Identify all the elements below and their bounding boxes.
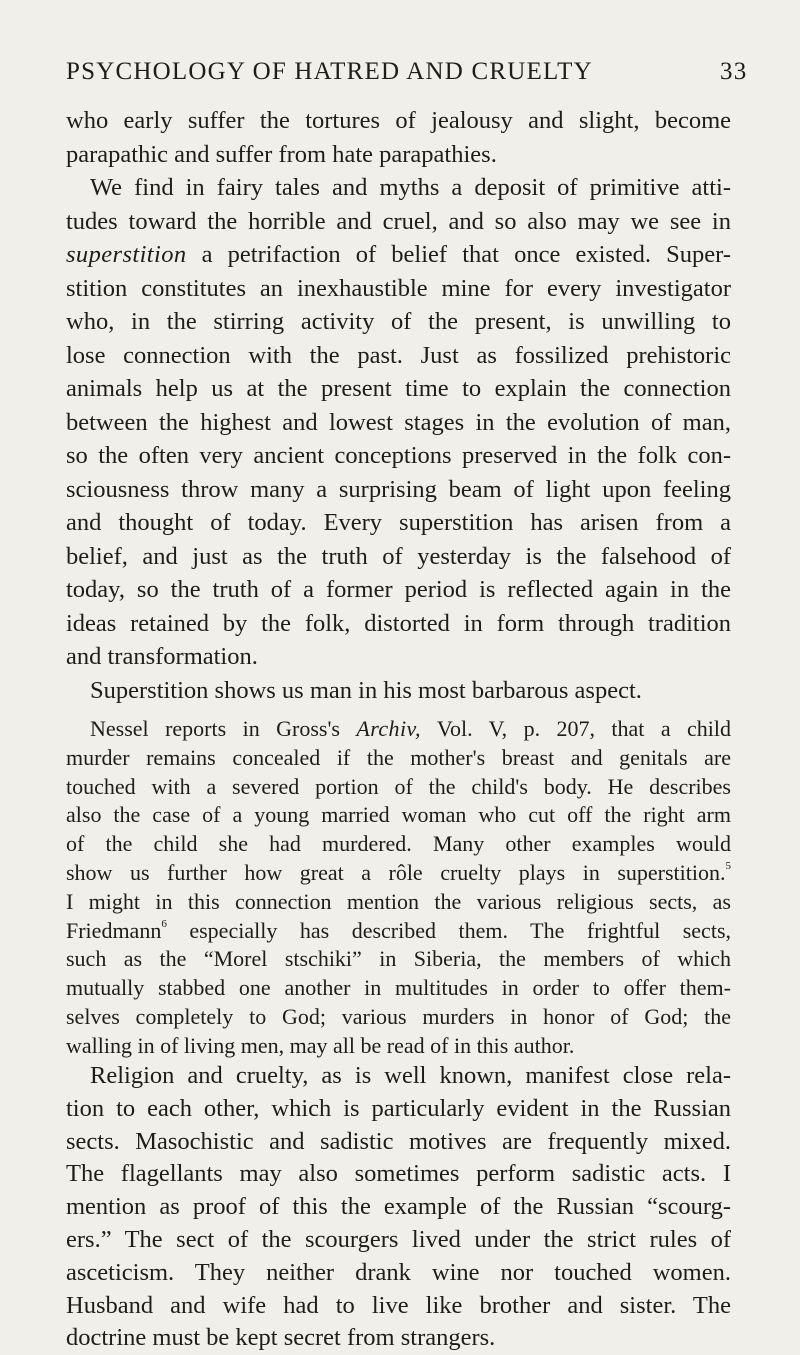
- text-span: especially has described them. The frightful sects,: [166, 917, 731, 943]
- running-header: [66, 58, 748, 86]
- text-line: We find in fairy tales and myths a deposit of primitive atti-: [90, 174, 731, 201]
- text-line: Husband and wife had to live like brother and sister. The: [66, 1291, 731, 1319]
- body-text-block-2: [66, 715, 731, 1061]
- text-line: tudes toward the horrible and cruel, and so also may we see in: [66, 207, 731, 235]
- running-title: PSYCHOLOGY OF HATRED AND CRUELTY: [66, 58, 593, 85]
- footnote-marker: 5: [725, 859, 731, 872]
- text-line: [66, 715, 731, 744]
- text-line: today, so the truth of a former period is reflected again in the: [66, 576, 731, 603]
- text-line: who, in the stirring activity of the present, is unwilling to: [66, 308, 731, 335]
- text-line: sciousness throw many a surprising beam of light upon feeling: [66, 475, 731, 503]
- emphasis-superstition: superstition: [66, 241, 187, 268]
- page-number: 33: [720, 58, 748, 85]
- text-line: tion to each other, which is particularly evident in the Russian: [66, 1094, 731, 1122]
- text-line: [66, 238, 731, 272]
- text-line: of the child she had murdered. Many other examples would: [66, 831, 731, 857]
- text-line: also the case of a young married woman who cut off the right arm: [66, 802, 731, 828]
- text-line: between the highest and lowest stages in the evolution of man,: [66, 408, 731, 436]
- text-line: The flagellants may also sometimes perform sadistic acts. I: [66, 1160, 731, 1188]
- text-line: such as the “Morel stschiki” in Siberia, the members of which: [66, 946, 731, 972]
- text-line: lose connection with the past. Just as fossilized prehistoric: [66, 341, 731, 369]
- text-line: asceticism. They neither drank wine nor touched women.: [66, 1258, 731, 1286]
- text-line: touched with a severed portion of the child's body. He describes: [66, 773, 731, 799]
- text-line: doctrine must be kept secret from strangers.: [66, 1324, 496, 1352]
- text-line: I might in this connection mention the various religious sects, as: [66, 888, 731, 914]
- body-text-block-1: [66, 104, 731, 707]
- text-line: stition constitutes an inexhaustible mine for every investigator: [66, 274, 731, 302]
- emphasis-archiv: Archiv,: [356, 716, 421, 741]
- text-line: parapathic and suffer from hate parapathies.: [66, 140, 497, 168]
- text-line: sects. Masochistic and sadistic motives are frequently mixed.: [66, 1127, 731, 1155]
- body-text-block-3: [66, 1060, 731, 1355]
- text-line: so the often very ancient conceptions preserved in the folk con-: [66, 442, 731, 469]
- text-line: mention as proof of this the example of the Russian “scourg-: [66, 1193, 731, 1221]
- text-line: walling in of living men, may all be read of in this author.: [66, 1032, 575, 1058]
- text-span: Friedmann: [66, 917, 162, 943]
- text-line: ideas retained by the folk, distorted in form through tradition: [66, 609, 731, 637]
- text-line: mutually stabbed one another in multitudes in order to offer them-: [66, 975, 731, 1001]
- text-line: and transformation.: [66, 643, 258, 670]
- text-line: who early suffer the tortures of jealousy and slight, become: [66, 107, 731, 134]
- text-line: animals help us at the present time to explain the connection: [66, 375, 731, 402]
- text-span: show us further how great a rôle cruelty plays in superstition.: [66, 859, 726, 885]
- text-line: Superstition shows us man in his most barbarous aspect.: [90, 676, 642, 704]
- text-line: and thought of today. Every superstition has arisen from a: [66, 509, 731, 536]
- text-line: [66, 859, 731, 888]
- text-span: a petrifaction of belief that once existed. Super-: [186, 241, 731, 268]
- text-line: [66, 917, 731, 946]
- footnote-marker: 6: [161, 917, 167, 930]
- text-line: ers.” The sect of the scourgers lived under the strict rules of: [66, 1225, 731, 1253]
- text-span: Vol. V, p. 207, that a child: [420, 716, 731, 741]
- text-line: murder remains concealed if the mother's breast and genitals are: [66, 744, 731, 770]
- text-line: Religion and cruelty, as is well known, manifest close rela-: [90, 1062, 731, 1089]
- text-span: Nessel reports in Gross's: [90, 716, 357, 741]
- text-line: belief, and just as the truth of yesterday is the falsehood of: [66, 542, 731, 570]
- text-line: selves completely to God; various murders in honor of God; the: [66, 1003, 731, 1029]
